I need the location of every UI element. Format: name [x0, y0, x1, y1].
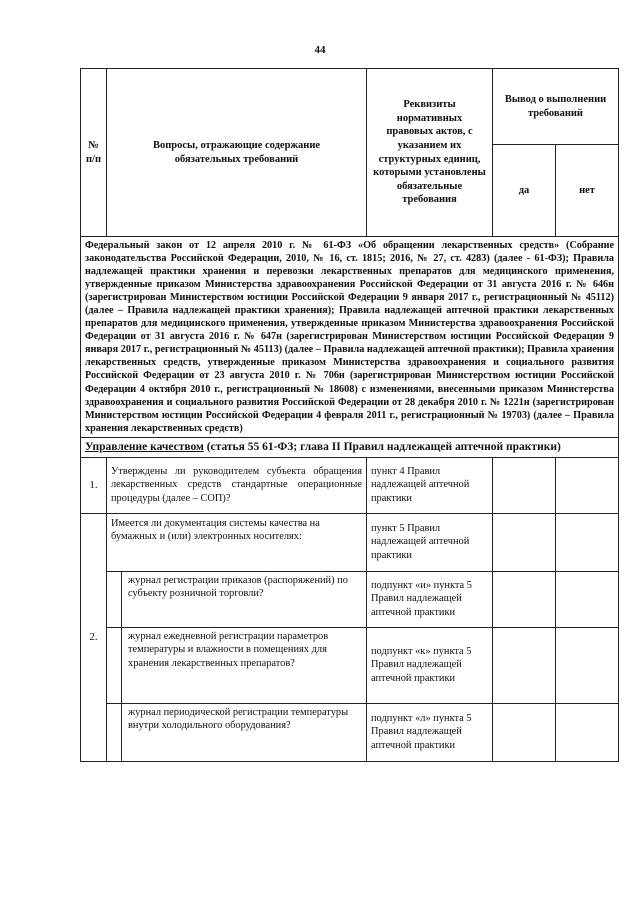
row-question: Имеется ли документация системы качества на бумажных и (или) электронных носителях: [107, 513, 367, 571]
table-row [81, 703, 619, 761]
answer-yes-cell[interactable] [493, 627, 556, 703]
row-reference: пункт 5 Правил надлежащей аптечной практики [367, 513, 493, 571]
row-question: Утверждены ли руководителем субъекта обращения лекарственных средств стандартные операционные процедуры (далее – СОП)? [107, 457, 367, 513]
row-number: 2. [81, 513, 107, 761]
subitem-reference: подпункт «и» пункта 5 Правил надлежащей аптечной практики [367, 571, 493, 627]
subitem-question: журнал периодической регистрации температуры внутри холодильного оборудования? [121, 704, 366, 761]
header-requisites: Реквизиты нормативных правовых актов, с указанием их структурных единиц, которыми установлены обязательные требования [367, 69, 493, 237]
row-reference: пункт 4 Правил надлежащей аптечной практики [367, 457, 493, 513]
section-title [81, 437, 619, 457]
section-title-underlined: Управление качеством [85, 441, 204, 454]
answer-yes-cell[interactable] [493, 703, 556, 761]
table-row [81, 513, 619, 571]
header-questions: Вопросы, отражающие содержание обязательных требований [107, 69, 367, 237]
subitem-reference: подпункт «к» пункта 5 Правил надлежащей аптечной практики [367, 627, 493, 703]
answer-yes-cell[interactable] [493, 513, 556, 571]
answer-no-cell[interactable] [556, 703, 619, 761]
answer-no-cell[interactable] [556, 457, 619, 513]
subitem-question: журнал ежедневной регистрации параметров температуры и влажности в помещениях для хранения лекарственных препаратов? [121, 628, 366, 703]
row-number: 1. [81, 457, 107, 513]
table-row [81, 571, 619, 627]
answer-no-cell[interactable] [556, 627, 619, 703]
header-no: нет [556, 145, 619, 237]
header-num: № п/п [81, 69, 107, 237]
subitem-question: журнал регистрации приказов (распоряжений) по субъекту розничной торговли? [121, 572, 366, 627]
answer-yes-cell[interactable] [493, 571, 556, 627]
header-result: Вывод о выполнении требований [493, 69, 619, 145]
answer-no-cell[interactable] [556, 571, 619, 627]
table-row [81, 627, 619, 703]
page-number: 44 [314, 44, 326, 56]
intro-text: Федеральный закон от 12 апреля 2010 г. № 61-ФЗ «Об обращении лекарственных средств» (Собрание законодательства Российской Федерации, 2010, № 16, ст. 1815; 2016, № 27, ст. 4283) (далее - 61-ФЗ); Правила надлежащей практики хранения и перевозки лекарственных препаратов для медицинского применения, утвержденные приказом Министерства здравоохранения Российской Федерации от 31 августа 2016 г. № 646н (зарегистрирован Министерством юстиции Российской Федерации 9 января 2017 г., регистрационный № 45112) (далее – Правила надлежащей практики хранения); Правила надлежащей аптечной практики лекарственных препаратов для медицинского применения, утвержденные приказом Министерства здравоохранения Российской Федерации от 31 августа 2016 г. № 647н (зарегистрирован Министерством юстиции Российской Федерации 9 января 2017 г., регистрационный № 45113) (далее – Правила надлежащей аптечной практики); Правила хранения лекарственных средств, утвержденные приказом Министерства здравоохранения и социального развития Российской Федерации от 23 августа 2010 г. № 706н (зарегистрирован Министерством юстиции Российской Федерации 4 октября 2010 г., регистрационный № 18608) с изменениями, внесенными приказом Министерства здравоохранения и социального развития Российской Федерации от 28 декабря 2010 г. № 1221н (зарегистрирован Министерством юстиции Российской Федерации 4 февраля 2011 г., регистрационный № 19703) (далее – Правила хранения лекарственных средств) [81, 237, 619, 438]
section-title-rest: (статья 55 61-ФЗ; глава II Правил надлежащей аптечной практики) [203, 441, 561, 454]
requirements-table [80, 68, 619, 762]
answer-yes-cell[interactable] [493, 457, 556, 513]
table-row [81, 457, 619, 513]
header-yes: да [493, 145, 556, 237]
answer-no-cell[interactable] [556, 513, 619, 571]
subitem-reference: подпункт «л» пункта 5 Правил надлежащей аптечной практики [367, 703, 493, 761]
